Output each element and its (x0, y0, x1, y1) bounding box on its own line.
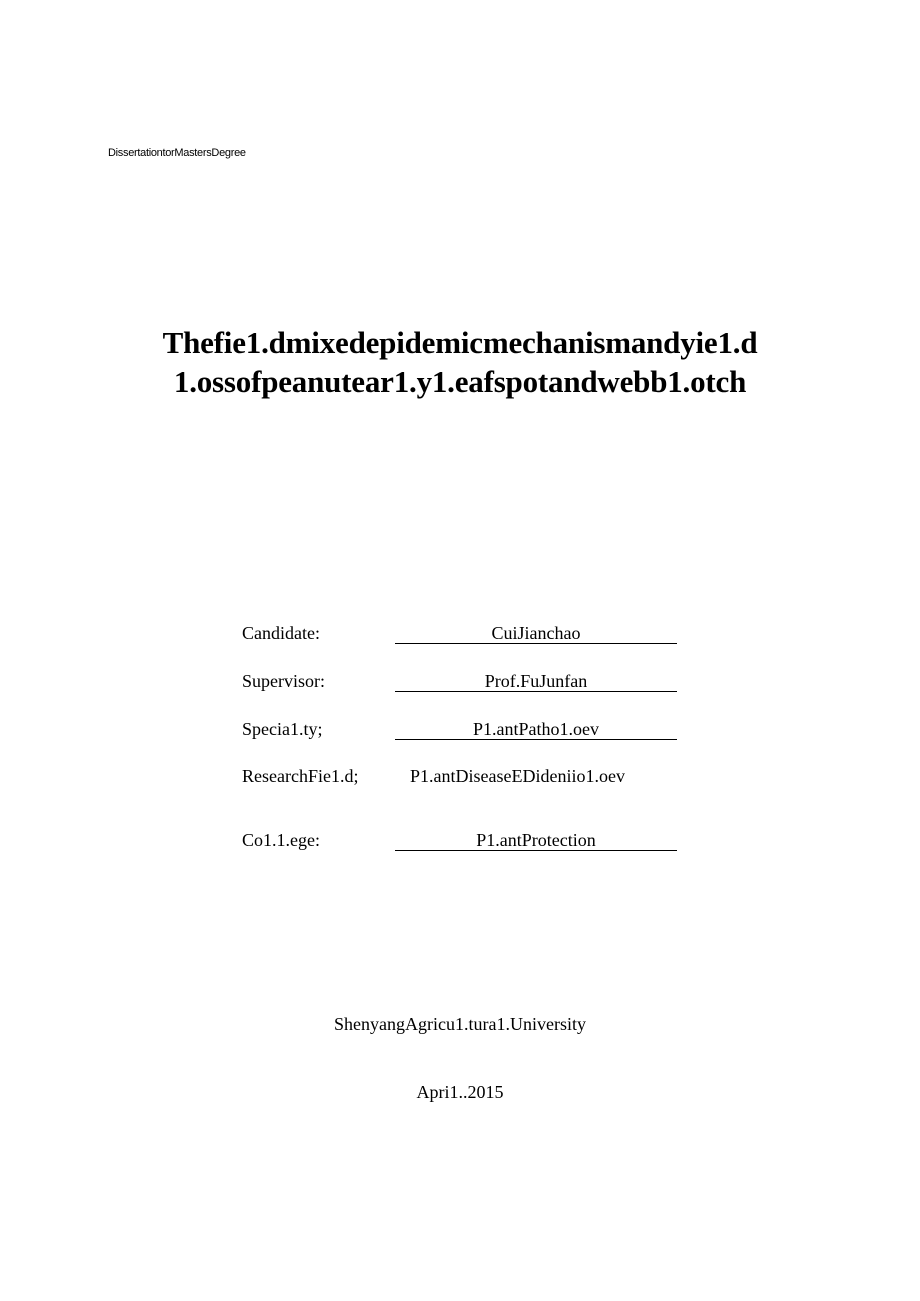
submission-date: Apri1..2015 (416, 1082, 504, 1102)
degree-header-note: DissertationtorMastersDegree (108, 147, 246, 159)
research-field-label: ResearchFie1.d; (242, 766, 359, 786)
specialty-value: P1.antPatho1.oev (395, 719, 677, 740)
thesis-title-line-1: Thefie1.dmixedepidemicmechanismandyie1.d (162, 325, 758, 360)
candidate-value: CuiJianchao (395, 623, 677, 644)
candidate-label: Candidate: (242, 623, 320, 643)
college-value: P1.antProtection (395, 830, 677, 851)
supervisor-label: Supervisor: (242, 671, 325, 691)
thesis-title-line-2: 1.ossofpeanutear1.y1.eafspotandwebb1.otch (173, 364, 747, 399)
college-label: Co1.1.ege: (242, 830, 320, 850)
university-name: ShenyangAgricu1.tura1.University (334, 1014, 586, 1034)
research-field-value: P1.antDiseaseEDideniio1.oev (410, 766, 625, 786)
supervisor-value: Prof.FuJunfan (395, 671, 677, 692)
specialty-label: Specia1.ty; (242, 719, 323, 739)
